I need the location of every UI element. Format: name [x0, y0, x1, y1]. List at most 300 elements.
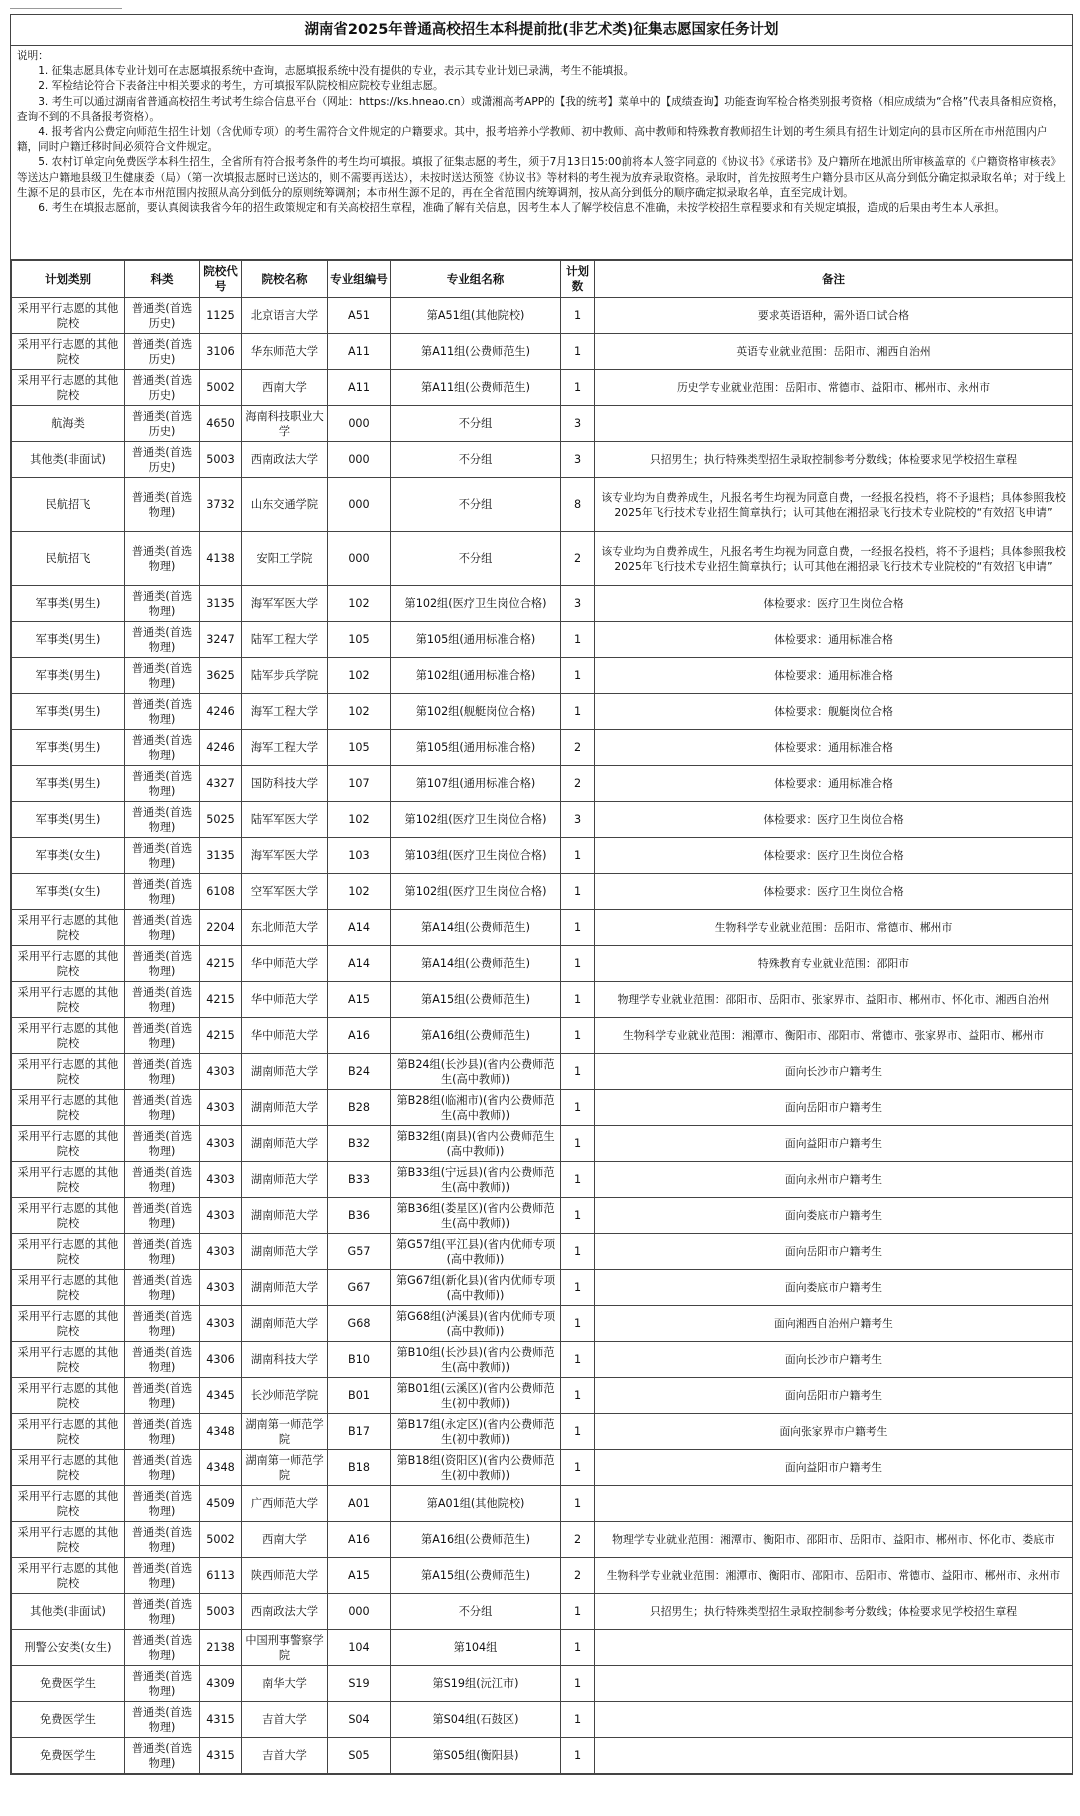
- cell-group-code: A16: [328, 1522, 391, 1558]
- cell-group-name: 第B28组(临湘市)(省内公费师范生(高中教师)): [391, 1090, 561, 1126]
- cell-remark: 历史学专业就业范围：岳阳市、常德市、益阳市、郴州市、永州市: [595, 370, 1073, 406]
- cell-subject: 普通类(首选历史): [125, 298, 200, 334]
- cell-school-name: 国防科技大学: [242, 766, 328, 802]
- cell-remark: 生物科学专业就业范围：湘潭市、衡阳市、邵阳市、岳阳市、常德市、益阳市、郴州市、永州市: [595, 1558, 1073, 1594]
- cell-plan-category: 采用平行志愿的其他院校: [12, 1306, 125, 1342]
- cell-remark: 面向益阳市户籍考生: [595, 1450, 1073, 1486]
- cell-group-name: 第B01组(云溪区)(省内公费师范生(初中教师)): [391, 1378, 561, 1414]
- cell-subject: 普通类(首选物理): [125, 1702, 200, 1738]
- instruction-item: 5. 农村订单定向免费医学本科生招生，全省所有符合报考条件的考生均可填报。填报了征集志愿的考生，须于7月13日15:00前将本人签字同意的《协议书》《承诺书》及户籍所在地派出所审核盖章的《户籍资格审核表》等送达户籍地县级卫生健康委（局）（第一次填报志愿时已送达的，则不需要再送达），未按时送达预签《协议书》等材料的考生视为放弃录取资格。录取时，首先按照考生户籍分县市区从高分到低分确定拟录取名单；对于线上生源不足的县市区，先在本市州范围内按照从高分到低分的原则统筹调剂；本市州生源不足的，再在全省范围内统筹调剂，按从高分到低分的顺序确定拟录取名单，直至完成计划。: [17, 156, 1066, 199]
- header-group-name: 专业组名称: [391, 261, 561, 298]
- table-row: [12, 766, 1073, 802]
- cell-subject: 普通类(首选历史): [125, 406, 200, 442]
- cell-group-code: S04: [328, 1702, 391, 1738]
- cell-school-code: 4315: [200, 1702, 242, 1738]
- cell-subject: 普通类(首选物理): [125, 1306, 200, 1342]
- cell-school-code: 4509: [200, 1486, 242, 1522]
- cell-subject: 普通类(首选物理): [125, 622, 200, 658]
- cell-plan-count: 1: [561, 622, 595, 658]
- cell-school-code: 6113: [200, 1558, 242, 1594]
- cell-subject: 普通类(首选物理): [125, 1450, 200, 1486]
- cell-school-name: 湖南师范大学: [242, 1234, 328, 1270]
- cell-school-name: 湖南师范大学: [242, 1090, 328, 1126]
- cell-group-name: 第A11组(公费师范生): [391, 370, 561, 406]
- header-remark: 备注: [595, 261, 1073, 298]
- cell-school-code: 5003: [200, 1594, 242, 1630]
- cell-remark: 面向湘西自治州户籍考生: [595, 1306, 1073, 1342]
- instruction-item: 4. 报考省内公费定向师范生招生计划（含优师专项）的考生需符合文件规定的户籍要求。其中，报考培养小学教师、初中教师、高中教师和特殊教育教师招生计划的考生须具有招生计划定向的县市区所在市州范围内户籍，同时户籍迁移时间必须符合文件规定。: [17, 126, 1048, 154]
- cell-remark: [595, 1486, 1073, 1522]
- cell-plan-category: 采用平行志愿的其他院校: [12, 946, 125, 982]
- cell-subject: 普通类(首选物理): [125, 730, 200, 766]
- cell-remark: 面向长沙市户籍考生: [595, 1342, 1073, 1378]
- instructions: [11, 46, 1072, 260]
- cell-school-name: 华中师范大学: [242, 982, 328, 1018]
- cell-school-code: 4138: [200, 532, 242, 586]
- cell-plan-category: 军事类(男生): [12, 586, 125, 622]
- cell-remark: [595, 1702, 1073, 1738]
- table-row: [12, 478, 1073, 532]
- cell-plan-category: 采用平行志愿的其他院校: [12, 1018, 125, 1054]
- cell-group-name: 不分组: [391, 1594, 561, 1630]
- cell-plan-count: 1: [561, 1666, 595, 1702]
- cell-remark: 体检要求：通用标准合格: [595, 658, 1073, 694]
- cell-group-code: 102: [328, 586, 391, 622]
- cell-group-code: B17: [328, 1414, 391, 1450]
- cell-plan-category: 采用平行志愿的其他院校: [12, 298, 125, 334]
- table-row: [12, 694, 1073, 730]
- cell-school-code: 4306: [200, 1342, 242, 1378]
- cell-plan-category: 军事类(男生): [12, 730, 125, 766]
- cell-plan-count: 2: [561, 1558, 595, 1594]
- cell-plan-count: 1: [561, 1378, 595, 1414]
- cell-subject: 普通类(首选物理): [125, 1414, 200, 1450]
- table-row: [12, 1486, 1073, 1522]
- cell-school-name: 中国刑事警察学院: [242, 1630, 328, 1666]
- cell-school-name: 陆军军医大学: [242, 802, 328, 838]
- cell-plan-category: 采用平行志愿的其他院校: [12, 1486, 125, 1522]
- cell-subject: 普通类(首选物理): [125, 874, 200, 910]
- cell-remark: 特殊教育专业就业范围：邵阳市: [595, 946, 1073, 982]
- cell-plan-count: 1: [561, 1738, 595, 1774]
- cell-plan-category: 军事类(女生): [12, 874, 125, 910]
- cell-group-name: 第A14组(公费师范生): [391, 910, 561, 946]
- cell-school-name: 西南政法大学: [242, 1594, 328, 1630]
- cell-group-name: 不分组: [391, 532, 561, 586]
- cell-group-name: 第102组(通用标准合格): [391, 658, 561, 694]
- cell-school-code: 4303: [200, 1162, 242, 1198]
- cell-school-code: 5003: [200, 442, 242, 478]
- cell-group-name: 不分组: [391, 478, 561, 532]
- cell-school-code: 4303: [200, 1054, 242, 1090]
- cell-school-name: 海军军医大学: [242, 586, 328, 622]
- cell-school-name: 湖南第一师范学院: [242, 1450, 328, 1486]
- table-row: [12, 1522, 1073, 1558]
- table-row: [12, 1234, 1073, 1270]
- cell-remark: 要求英语语种，需外语口试合格: [595, 298, 1073, 334]
- cell-plan-category: 刑警公安类(女生): [12, 1630, 125, 1666]
- cell-group-code: 105: [328, 622, 391, 658]
- cell-plan-category: 采用平行志愿的其他院校: [12, 1378, 125, 1414]
- cell-school-code: 1125: [200, 298, 242, 334]
- cell-subject: 普通类(首选物理): [125, 1558, 200, 1594]
- table-row: [12, 622, 1073, 658]
- cell-school-code: 4215: [200, 946, 242, 982]
- cell-subject: 普通类(首选历史): [125, 334, 200, 370]
- cell-plan-category: 军事类(男生): [12, 658, 125, 694]
- cell-school-name: 华中师范大学: [242, 946, 328, 982]
- cell-plan-count: 1: [561, 1702, 595, 1738]
- cell-school-code: 6108: [200, 874, 242, 910]
- cell-group-name: 第104组: [391, 1630, 561, 1666]
- header-group-code: 专业组编号: [328, 261, 391, 298]
- table-row: [12, 532, 1073, 586]
- cell-remark: [595, 1738, 1073, 1774]
- cell-group-name: 不分组: [391, 406, 561, 442]
- table-row: [12, 1198, 1073, 1234]
- table-row: [12, 298, 1073, 334]
- cell-school-name: 西南大学: [242, 370, 328, 406]
- cell-plan-count: 1: [561, 982, 595, 1018]
- table-row: [12, 1090, 1073, 1126]
- cell-remark: 体检要求：医疗卫生岗位合格: [595, 802, 1073, 838]
- table-row: [12, 1162, 1073, 1198]
- cell-school-name: 海军军医大学: [242, 838, 328, 874]
- cell-plan-category: 采用平行志愿的其他院校: [12, 1270, 125, 1306]
- instructions-heading: 说明：: [17, 50, 49, 62]
- cell-subject: 普通类(首选物理): [125, 658, 200, 694]
- cell-plan-category: 采用平行志愿的其他院校: [12, 1126, 125, 1162]
- cell-remark: 英语专业就业范围：岳阳市、湘西自治州: [595, 334, 1073, 370]
- cell-school-name: 陕西师范大学: [242, 1558, 328, 1594]
- cell-plan-count: 1: [561, 1270, 595, 1306]
- cell-group-code: B01: [328, 1378, 391, 1414]
- cell-plan-count: 1: [561, 1162, 595, 1198]
- cell-remark: 面向娄底市户籍考生: [595, 1270, 1073, 1306]
- cell-school-code: 4246: [200, 694, 242, 730]
- cell-group-code: B10: [328, 1342, 391, 1378]
- cell-subject: 普通类(首选物理): [125, 1198, 200, 1234]
- cell-plan-category: 其他类(非面试): [12, 442, 125, 478]
- cell-plan-category: 采用平行志愿的其他院校: [12, 1090, 125, 1126]
- table-row: [12, 1594, 1073, 1630]
- cell-plan-category: 其他类(非面试): [12, 1594, 125, 1630]
- table-header-row: [12, 261, 1073, 298]
- cell-subject: 普通类(首选物理): [125, 1126, 200, 1162]
- cell-plan-category: 军事类(男生): [12, 802, 125, 838]
- cell-school-code: 4303: [200, 1306, 242, 1342]
- cell-school-code: 4348: [200, 1414, 242, 1450]
- cell-remark: 只招男生；执行特殊类型招生录取控制参考分数线；体检要求见学校招生章程: [595, 442, 1073, 478]
- cell-school-name: 吉首大学: [242, 1738, 328, 1774]
- cell-subject: 普通类(首选物理): [125, 1090, 200, 1126]
- cell-remark: 体检要求：医疗卫生岗位合格: [595, 838, 1073, 874]
- cell-group-name: 第A15组(公费师范生): [391, 982, 561, 1018]
- table-row: [12, 442, 1073, 478]
- cell-remark: 体检要求：通用标准合格: [595, 730, 1073, 766]
- table-row: [12, 1702, 1073, 1738]
- cell-group-name: 第105组(通用标准合格): [391, 622, 561, 658]
- header-school-code: 院校代号: [200, 261, 242, 298]
- table-row: [12, 1054, 1073, 1090]
- cell-plan-category: 采用平行志愿的其他院校: [12, 334, 125, 370]
- cell-group-code: 000: [328, 442, 391, 478]
- cell-school-name: 湖南科技大学: [242, 1342, 328, 1378]
- table-row: [12, 1126, 1073, 1162]
- table-row: [12, 370, 1073, 406]
- cell-plan-category: 采用平行志愿的其他院校: [12, 1198, 125, 1234]
- cell-remark: 只招男生；执行特殊类型招生录取控制参考分数线；体检要求见学校招生章程: [595, 1594, 1073, 1630]
- cell-plan-category: 采用平行志愿的其他院校: [12, 1450, 125, 1486]
- cell-remark: 生物科学专业就业范围：岳阳市、常德市、郴州市: [595, 910, 1073, 946]
- cell-school-code: 4309: [200, 1666, 242, 1702]
- cell-group-name: 第S04组(石鼓区): [391, 1702, 561, 1738]
- cell-remark: 物理学专业就业范围：湘潭市、衡阳市、邵阳市、岳阳市、益阳市、郴州市、怀化市、娄底市: [595, 1522, 1073, 1558]
- cell-school-code: 4303: [200, 1234, 242, 1270]
- cell-remark: 体检要求：医疗卫生岗位合格: [595, 874, 1073, 910]
- cell-remark: 体检要求：医疗卫生岗位合格: [595, 586, 1073, 622]
- cell-school-name: 湖南师范大学: [242, 1198, 328, 1234]
- table-row: [12, 730, 1073, 766]
- cell-school-code: 5025: [200, 802, 242, 838]
- cell-subject: 普通类(首选物理): [125, 766, 200, 802]
- cell-group-code: A15: [328, 1558, 391, 1594]
- top-divider: [10, 8, 122, 9]
- cell-school-name: 山东交通学院: [242, 478, 328, 532]
- cell-school-code: 4303: [200, 1126, 242, 1162]
- table-row: [12, 1414, 1073, 1450]
- table-row: [12, 1018, 1073, 1054]
- cell-plan-count: 1: [561, 1450, 595, 1486]
- cell-group-code: 102: [328, 874, 391, 910]
- cell-subject: 普通类(首选物理): [125, 1054, 200, 1090]
- cell-plan-count: 1: [561, 1306, 595, 1342]
- cell-group-code: G68: [328, 1306, 391, 1342]
- cell-plan-category: 军事类(男生): [12, 694, 125, 730]
- cell-remark: 面向岳阳市户籍考生: [595, 1090, 1073, 1126]
- document-title: 湖南省2025年普通高校招生本科提前批(非艺术类)征集志愿国家任务计划: [11, 15, 1072, 46]
- cell-plan-count: 1: [561, 1630, 595, 1666]
- cell-group-code: B24: [328, 1054, 391, 1090]
- cell-plan-count: 1: [561, 838, 595, 874]
- cell-school-name: 长沙师范学院: [242, 1378, 328, 1414]
- cell-subject: 普通类(首选物理): [125, 946, 200, 982]
- cell-remark: 生物科学专业就业范围：湘潭市、衡阳市、邵阳市、常德市、张家界市、益阳市、郴州市: [595, 1018, 1073, 1054]
- cell-subject: 普通类(首选物理): [125, 1162, 200, 1198]
- cell-school-code: 4215: [200, 1018, 242, 1054]
- cell-remark: 物理学专业就业范围：邵阳市、岳阳市、张家界市、益阳市、郴州市、怀化市、湘西自治州: [595, 982, 1073, 1018]
- cell-school-name: 海军工程大学: [242, 730, 328, 766]
- cell-subject: 普通类(首选物理): [125, 1486, 200, 1522]
- cell-school-name: 湖南师范大学: [242, 1306, 328, 1342]
- cell-school-name: 湖南师范大学: [242, 1054, 328, 1090]
- cell-group-code: A14: [328, 910, 391, 946]
- cell-subject: 普通类(首选物理): [125, 1522, 200, 1558]
- cell-plan-category: 免费医学生: [12, 1666, 125, 1702]
- cell-plan-category: 采用平行志愿的其他院校: [12, 370, 125, 406]
- cell-plan-count: 1: [561, 1342, 595, 1378]
- cell-plan-category: 军事类(男生): [12, 766, 125, 802]
- header-plan-category: 计划类别: [12, 261, 125, 298]
- cell-group-name: 第A16组(公费师范生): [391, 1018, 561, 1054]
- cell-group-name: 第A14组(公费师范生): [391, 946, 561, 982]
- cell-group-code: 102: [328, 658, 391, 694]
- header-subject: 科类: [125, 261, 200, 298]
- cell-plan-category: 采用平行志愿的其他院校: [12, 1162, 125, 1198]
- cell-group-code: B36: [328, 1198, 391, 1234]
- cell-plan-category: 采用平行志愿的其他院校: [12, 1414, 125, 1450]
- cell-group-name: 不分组: [391, 442, 561, 478]
- table-body: [12, 298, 1073, 1774]
- cell-remark: 该专业均为自费养成生，凡报名考生均视为同意自费，一经报名投档，将不予退档；具体参照我校2025年飞行技术专业招生简章执行；认可其他在湘招录飞行技术专业院校的“有效招飞申请”: [595, 532, 1073, 586]
- cell-school-name: 海南科技职业大学: [242, 406, 328, 442]
- cell-subject: 普通类(首选物理): [125, 1666, 200, 1702]
- cell-plan-category: 军事类(男生): [12, 622, 125, 658]
- cell-subject: 普通类(首选物理): [125, 1378, 200, 1414]
- cell-plan-category: 免费医学生: [12, 1702, 125, 1738]
- cell-school-code: 4303: [200, 1270, 242, 1306]
- cell-plan-category: 军事类(女生): [12, 838, 125, 874]
- cell-school-name: 广西师范大学: [242, 1486, 328, 1522]
- cell-plan-count: 8: [561, 478, 595, 532]
- cell-group-name: 第A51组(其他院校): [391, 298, 561, 334]
- cell-school-name: 北京语言大学: [242, 298, 328, 334]
- cell-group-name: 第B33组(宁远县)(省内公费师范生(高中教师)): [391, 1162, 561, 1198]
- cell-remark: [595, 1666, 1073, 1702]
- cell-group-name: 第107组(通用标准合格): [391, 766, 561, 802]
- cell-remark: [595, 406, 1073, 442]
- cell-group-name: 第103组(医疗卫生岗位合格): [391, 838, 561, 874]
- cell-school-name: 陆军步兵学院: [242, 658, 328, 694]
- cell-group-code: B32: [328, 1126, 391, 1162]
- cell-plan-category: 采用平行志愿的其他院校: [12, 1234, 125, 1270]
- cell-plan-category: 采用平行志愿的其他院校: [12, 1522, 125, 1558]
- instruction-item: 1. 征集志愿具体专业计划可在志愿填报系统中查询，志愿填报系统中没有提供的专业，表示其专业计划已录满，考生不能填报。: [38, 65, 635, 78]
- cell-school-code: 3135: [200, 586, 242, 622]
- cell-plan-count: 1: [561, 1234, 595, 1270]
- cell-group-code: B33: [328, 1162, 391, 1198]
- cell-plan-category: 采用平行志愿的其他院校: [12, 1558, 125, 1594]
- cell-remark: 面向永州市户籍考生: [595, 1162, 1073, 1198]
- cell-group-code: A51: [328, 298, 391, 334]
- cell-school-code: 2138: [200, 1630, 242, 1666]
- cell-group-name: 第S19组(沅江市): [391, 1666, 561, 1702]
- cell-group-code: 000: [328, 406, 391, 442]
- cell-school-name: 南华大学: [242, 1666, 328, 1702]
- cell-school-name: 东北师范大学: [242, 910, 328, 946]
- cell-plan-count: 1: [561, 1126, 595, 1162]
- cell-group-code: S05: [328, 1738, 391, 1774]
- cell-school-name: 湖南师范大学: [242, 1126, 328, 1162]
- cell-subject: 普通类(首选物理): [125, 1594, 200, 1630]
- cell-group-code: 103: [328, 838, 391, 874]
- cell-group-name: 第102组(舰艇岗位合格): [391, 694, 561, 730]
- cell-school-name: 湖南师范大学: [242, 1162, 328, 1198]
- plan-sheet: [10, 14, 1073, 1775]
- cell-group-code: 000: [328, 532, 391, 586]
- cell-group-code: B18: [328, 1450, 391, 1486]
- cell-group-code: A14: [328, 946, 391, 982]
- cell-group-code: 102: [328, 694, 391, 730]
- table-row: [12, 982, 1073, 1018]
- table-row: [12, 1558, 1073, 1594]
- cell-group-name: 第105组(通用标准合格): [391, 730, 561, 766]
- cell-school-code: 3625: [200, 658, 242, 694]
- cell-plan-count: 1: [561, 1090, 595, 1126]
- cell-group-code: S19: [328, 1666, 391, 1702]
- cell-remark: 面向益阳市户籍考生: [595, 1126, 1073, 1162]
- cell-school-name: 华中师范大学: [242, 1018, 328, 1054]
- cell-plan-count: 1: [561, 298, 595, 334]
- header-plan-count: 计划数: [561, 261, 595, 298]
- cell-plan-count: 1: [561, 370, 595, 406]
- cell-school-name: 华东师范大学: [242, 334, 328, 370]
- cell-plan-count: 1: [561, 1054, 595, 1090]
- cell-school-name: 西南政法大学: [242, 442, 328, 478]
- cell-group-name: 第G68组(泸溪县)(省内优师专项(高中教师)): [391, 1306, 561, 1342]
- cell-group-code: A11: [328, 334, 391, 370]
- cell-group-code: 107: [328, 766, 391, 802]
- cell-subject: 普通类(首选物理): [125, 838, 200, 874]
- cell-subject: 普通类(首选物理): [125, 532, 200, 586]
- instruction-item: 2. 军检结论符合下表备注中相关要求的考生，方可填报军队院校相应院校专业组志愿。: [38, 80, 444, 93]
- cell-remark: [595, 1630, 1073, 1666]
- cell-subject: 普通类(首选物理): [125, 910, 200, 946]
- cell-school-code: 4246: [200, 730, 242, 766]
- cell-school-code: 4348: [200, 1450, 242, 1486]
- instruction-item: 6. 考生在填报志愿前，要认真阅读我省今年的招生政策规定和有关高校招生章程，准确了解有关信息，因考生本人了解学校信息不准确，未按学校招生章程要求和有关规定填报，造成的后果由考生本人承担。: [38, 202, 1006, 215]
- cell-plan-category: 采用平行志愿的其他院校: [12, 982, 125, 1018]
- cell-group-code: A16: [328, 1018, 391, 1054]
- cell-subject: 普通类(首选物理): [125, 1018, 200, 1054]
- table-row: [12, 1666, 1073, 1702]
- cell-school-code: 3135: [200, 838, 242, 874]
- cell-school-name: 安阳工学院: [242, 532, 328, 586]
- cell-school-name: 海军工程大学: [242, 694, 328, 730]
- cell-group-name: 第102组(医疗卫生岗位合格): [391, 586, 561, 622]
- table-row: [12, 1378, 1073, 1414]
- cell-plan-count: 2: [561, 1522, 595, 1558]
- cell-subject: 普通类(首选物理): [125, 1270, 200, 1306]
- cell-subject: 普通类(首选物理): [125, 1342, 200, 1378]
- cell-plan-count: 1: [561, 1198, 595, 1234]
- cell-school-name: 陆军工程大学: [242, 622, 328, 658]
- cell-group-name: 第B32组(南县)(省内公费师范生(高中教师)): [391, 1126, 561, 1162]
- cell-school-code: 5002: [200, 1522, 242, 1558]
- cell-group-name: 第B24组(长沙县)(省内公费师范生(高中教师)): [391, 1054, 561, 1090]
- table-row: [12, 1450, 1073, 1486]
- cell-group-name: 第G67组(新化县)(省内优师专项(高中教师)): [391, 1270, 561, 1306]
- cell-group-name: 第102组(医疗卫生岗位合格): [391, 874, 561, 910]
- cell-group-name: 第A01组(其他院校): [391, 1486, 561, 1522]
- cell-group-name: 第B10组(长沙县)(省内公费师范生(高中教师)): [391, 1342, 561, 1378]
- cell-subject: 普通类(首选物理): [125, 478, 200, 532]
- table-row: [12, 1738, 1073, 1774]
- cell-school-code: 4650: [200, 406, 242, 442]
- cell-group-code: 000: [328, 478, 391, 532]
- cell-remark: 体检要求：通用标准合格: [595, 622, 1073, 658]
- cell-group-code: G67: [328, 1270, 391, 1306]
- cell-group-name: 第B17组(永定区)(省内公费师范生(初中教师)): [391, 1414, 561, 1450]
- table-row: [12, 1306, 1073, 1342]
- cell-group-name: 第B18组(资阳区)(省内公费师范生(初中教师)): [391, 1450, 561, 1486]
- cell-plan-category: 采用平行志愿的其他院校: [12, 1054, 125, 1090]
- table-row: [12, 586, 1073, 622]
- cell-group-name: 第A16组(公费师范生): [391, 1522, 561, 1558]
- cell-school-code: 4303: [200, 1090, 242, 1126]
- cell-group-name: 第G57组(平江县)(省内优师专项(高中教师)): [391, 1234, 561, 1270]
- cell-group-name: 第A11组(公费师范生): [391, 334, 561, 370]
